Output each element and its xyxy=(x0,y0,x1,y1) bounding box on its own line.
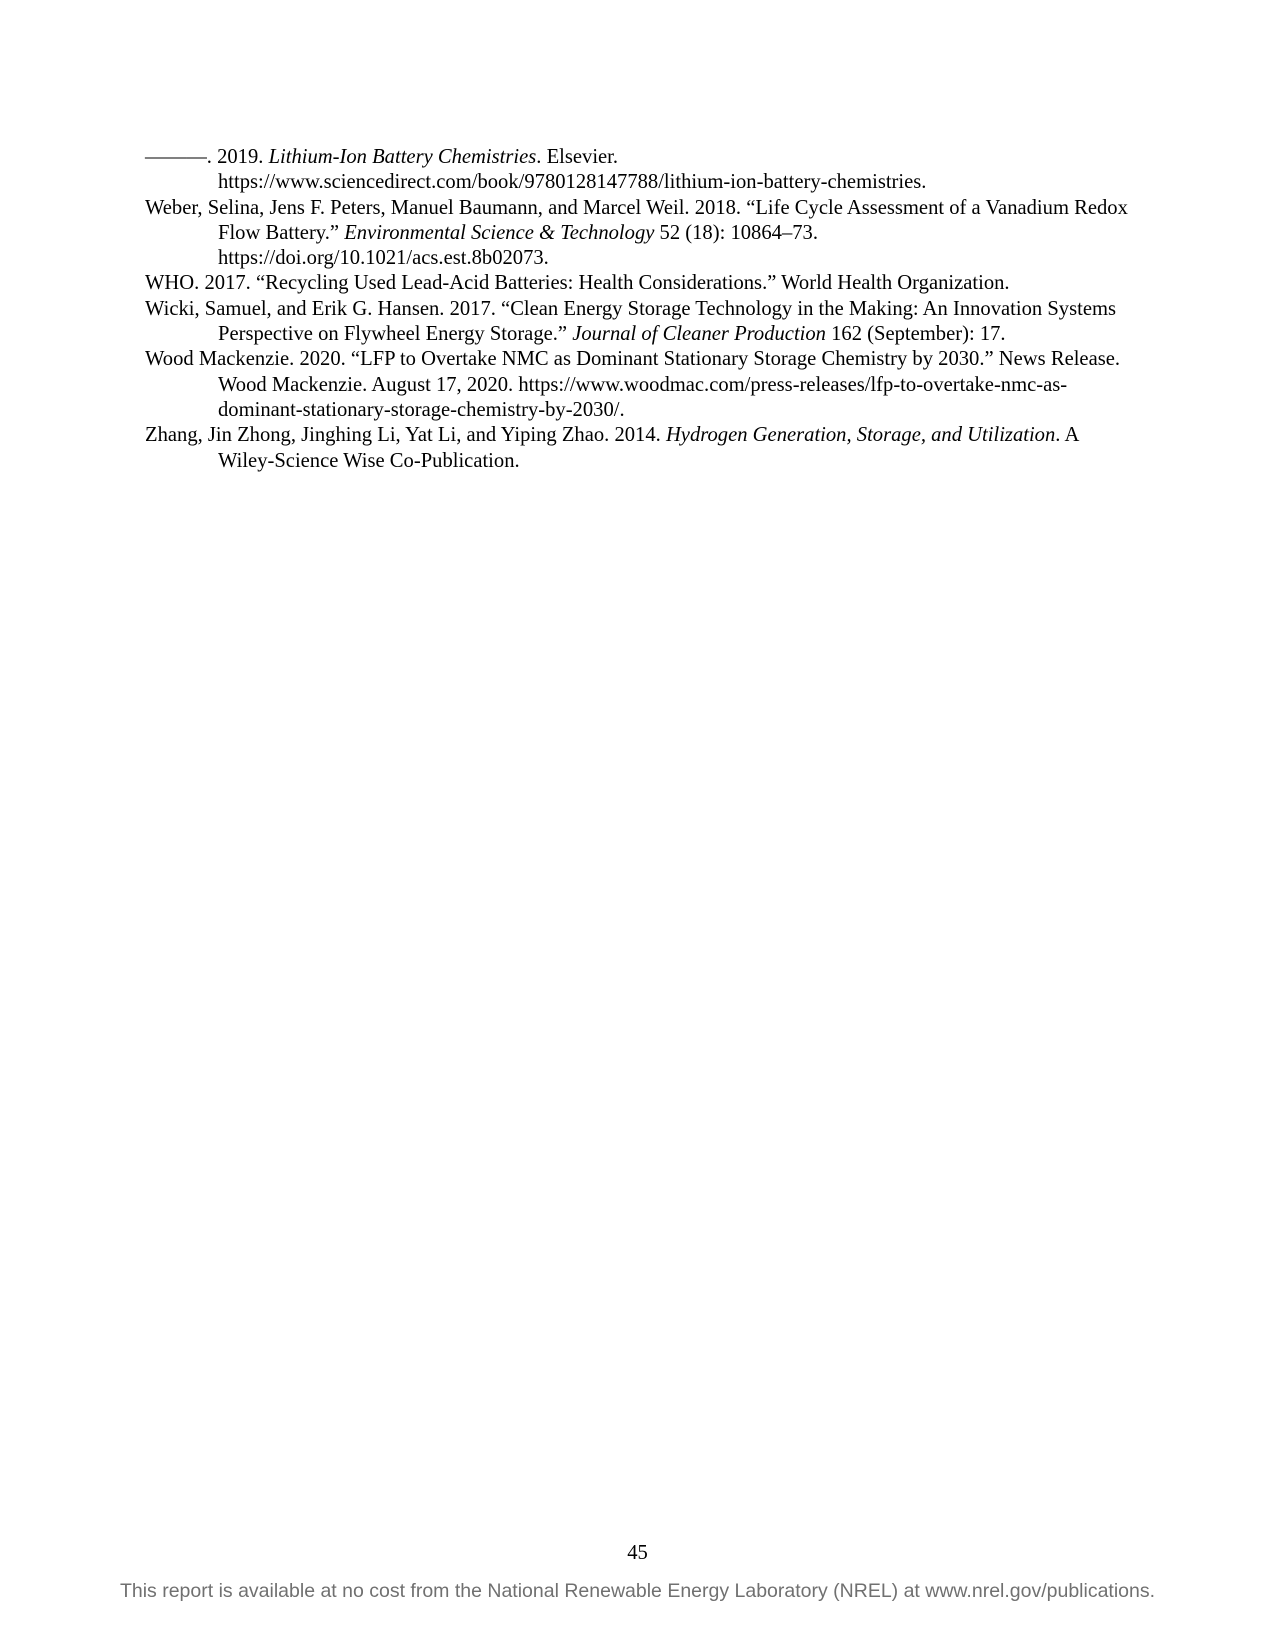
reference-text: Wood Mackenzie. 2020. “LFP to Overtake NMC as Dominant Stationary Storage Chemistry by 2030.” News Release. Wood Mackenzie. August 17, 2020. https://www.woodmac.com/press-releases/lfp-to-overtake-nmc-as-dominant-stationary-storage-chemistry-by-2030/. xyxy=(145,348,1121,421)
reference-entry xyxy=(145,297,1135,348)
reference-entry xyxy=(145,196,1135,272)
reference-text: ———. 2019. xyxy=(145,146,269,168)
reference-list xyxy=(145,145,1135,474)
page-footer: This report is available at no cost from the National Renewable Energy Laboratory (NREL) at www.nrel.gov/publications. xyxy=(119,1580,1156,1602)
reference-text: Wicki, Samuel, and Erik G. Hansen. 2017. “Clean Energy Storage Technology in the Making: An Innovation Systems Perspective on Flywheel Energy Storage.” xyxy=(145,297,1117,346)
reference-text: 162 (September): 17. xyxy=(825,323,1006,346)
reference-entry xyxy=(145,347,1135,423)
reference-text: . A Wiley-Science Wise Co-Publication. xyxy=(218,424,1079,472)
reference-title-italic: Hydrogen Generation, Storage, and Utilization xyxy=(665,424,1056,447)
reference-entry xyxy=(145,423,1135,474)
reference-entry xyxy=(145,271,1135,296)
reference-journal-italic: Environmental Science & Technology xyxy=(344,221,655,244)
reference-title-italic: Lithium-Ion Battery Chemistries xyxy=(268,146,537,168)
reference-text: 52 (18): 10864–73. https://doi.org/10.1021/acs.est.8b02073. xyxy=(218,221,818,270)
reference-text: WHO. 2017. “Recycling Used Lead-Acid Batteries: Health Considerations.” World Health Organization. xyxy=(145,272,1010,295)
page-number: 45 xyxy=(627,1542,648,1564)
reference-text: Weber, Selina, Jens F. Peters, Manuel Baumann, and Marcel Weil. 2018. “Life Cycle Assessment of a Vanadium Redox Flow Battery.” xyxy=(145,196,1128,244)
reference-entry xyxy=(145,145,1135,196)
reference-text: Zhang, Jin Zhong, Jinghing Li, Yat Li, and Yiping Zhao. 2014. xyxy=(145,424,666,447)
reference-journal-italic: Journal of Cleaner Production xyxy=(572,323,826,346)
reference-text: . Elsevier. https://www.sciencedirect.com/book/9780128147788/lithium-ion-battery-chemistries. xyxy=(218,146,927,194)
